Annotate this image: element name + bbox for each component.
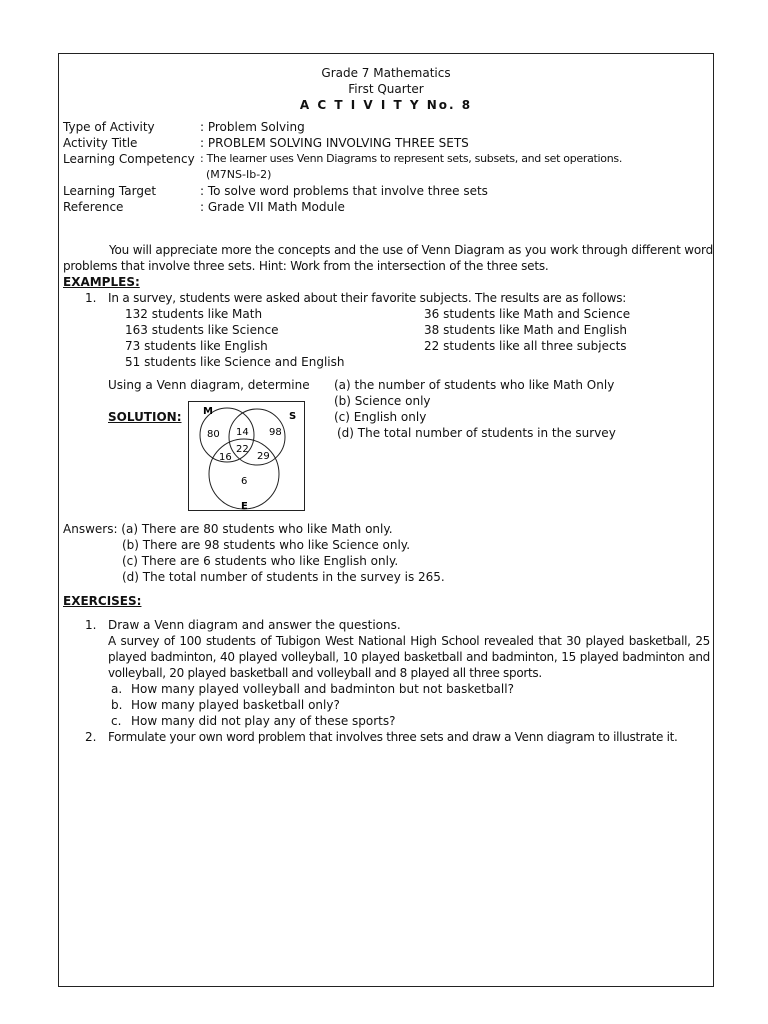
info-value-title: : PROBLEM SOLVING INVOLVING THREE SETS [200, 136, 469, 150]
intro-paragraph: You will appreciate more the concepts and the use of Venn Diagram as you work through different word problems that involve three sets. Hint: Work from the intersection of the three sets. [63, 243, 713, 273]
example-fact: 36 students like Math and Science [424, 307, 631, 321]
header-subject: Grade 7 Mathematics [321, 66, 451, 80]
info-label-title: Activity Title [63, 136, 138, 150]
answer-c: (c) There are 6 students who like English only. [122, 554, 399, 568]
question-c: (c) English only [334, 410, 427, 424]
exercise-sub-letter: b. [111, 698, 123, 712]
info-value-reference: : Grade VII Math Module [200, 200, 345, 214]
venn-region-science-english: 29 [257, 451, 270, 462]
question-d: (d) The total number of students in the survey [337, 426, 616, 440]
info-value-target: : To solve word problems that involve three sets [200, 184, 488, 198]
venn-region-all: 22 [236, 444, 249, 455]
exercise-1-title: Draw a Venn diagram and answer the questions. [108, 618, 401, 632]
exercise-sub-b: How many played basketball only? [131, 698, 340, 712]
example-number: 1. [85, 291, 97, 305]
example-fact: 38 students like Math and English [424, 323, 627, 337]
exercise-sub-a: How many played volleyball and badminton but not basketball? [131, 682, 514, 696]
info-value-competency-code: (M7NS-Ib-2) [206, 168, 272, 181]
info-value-competency: : The learner uses Venn Diagrams to represent sets, subsets, and set operations. [200, 152, 623, 165]
example-text: In a survey, students were asked about their favorite subjects. The results are as follows: [108, 291, 627, 305]
exercise-sub-letter: c. [111, 714, 122, 728]
answer-d: (d) The total number of students in the survey is 265. [122, 570, 445, 584]
exercise-2-text: Formulate your own word problem that involves three sets and draw a Venn diagram to illustrate it. [108, 730, 678, 744]
venn-diagram [188, 401, 305, 511]
examples-heading: EXAMPLES: [63, 275, 140, 289]
venn-region-math-only: 80 [207, 429, 220, 440]
example-fact: 51 students like Science and English [125, 355, 345, 369]
header-activity-number: A C T I V I T Y No. 8 [299, 98, 473, 112]
example-fact: 22 students like all three subjects [424, 339, 627, 353]
venn-label-m: M [203, 406, 213, 417]
venn-region-science-only: 98 [269, 427, 282, 438]
exercises-heading: EXERCISES: [63, 594, 142, 608]
venn-label-e: E [241, 501, 248, 510]
determine-text: Using a Venn diagram, determine [108, 378, 310, 392]
answer-b: (b) There are 98 students who like Science only. [122, 538, 411, 552]
exercise-sub-letter: a. [111, 682, 123, 696]
venn-region-english-only: 6 [241, 476, 248, 487]
info-label-target: Learning Target [63, 184, 157, 198]
example-fact: 132 students like Math [125, 307, 263, 321]
example-fact: 73 students like English [125, 339, 268, 353]
exercise-2-number: 2. [85, 730, 97, 744]
exercise-1-number: 1. [85, 618, 97, 632]
question-a: (a) the number of students who like Math Only [334, 378, 615, 392]
venn-label-s: S [289, 411, 297, 422]
question-b: (b) Science only [334, 394, 431, 408]
example-fact: 163 students like Science [125, 323, 279, 337]
header-quarter: First Quarter [348, 82, 424, 96]
exercise-sub-c: How many did not play any of these sports? [131, 714, 396, 728]
info-label-type: Type of Activity [63, 120, 155, 134]
info-label-competency: Learning Competency [63, 152, 195, 166]
exercise-1-text: A survey of 100 students of Tubigon West National High School revealed that 30 played basketball, 25 played badminton, 40 played volleyball, 10 played basketball and badminton, 15 played badminton and volleyball, 20 played basketball and volleyball and 8 played all three sports. [108, 634, 710, 680]
venn-region-math-science: 14 [236, 427, 249, 438]
venn-region-math-english: 16 [219, 452, 232, 463]
info-value-type: : Problem Solving [200, 120, 305, 134]
solution-label: SOLUTION: [108, 410, 182, 424]
info-label-reference: Reference [63, 200, 124, 214]
answer-a: Answers: (a) There are 80 students who like Math only. [63, 522, 393, 536]
venn-svg [189, 402, 304, 510]
